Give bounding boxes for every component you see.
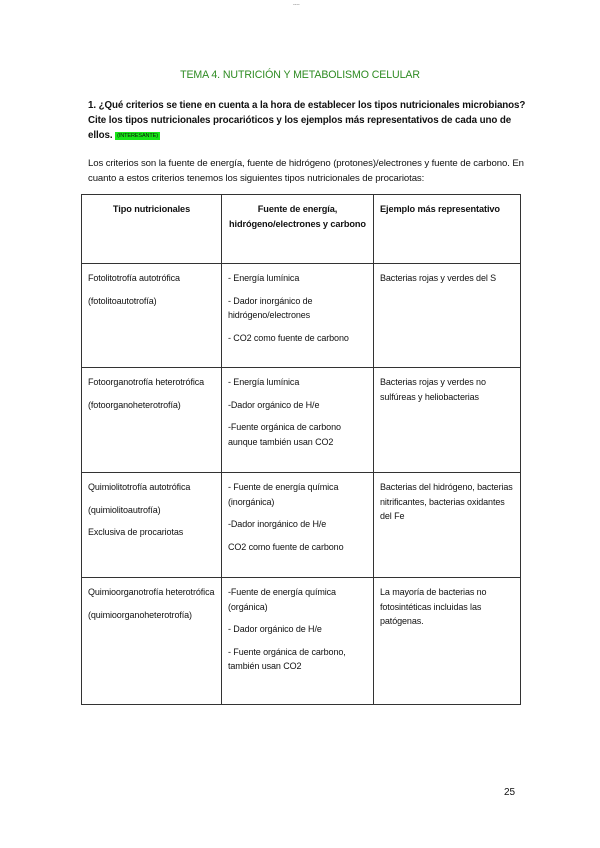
- table-header-row: [82, 195, 521, 264]
- cell-type: [82, 473, 222, 578]
- interesting-badge: (INTERESANTE): [117, 133, 158, 139]
- type-note: Exclusiva de procariotas: [88, 527, 184, 537]
- type-alias: (quimioorganoheterotrofía): [88, 609, 192, 620]
- table-row: [82, 264, 521, 368]
- source-item: CO2 como fuente de carbono: [228, 541, 344, 552]
- source-item: - Energía lumínica: [228, 377, 300, 387]
- type-name: Quimioorganotrofía heterotrófica: [88, 587, 215, 597]
- page-number: 25: [504, 787, 516, 798]
- type-name: Fotolitotrofía autotrófica: [88, 273, 180, 283]
- source-item: - Dador orgánico de H/e: [228, 624, 322, 634]
- source-item: - Energía lumínica: [228, 273, 300, 283]
- type-alias: (fotolitoautotrofía): [88, 295, 157, 306]
- cell-sources: [222, 473, 374, 578]
- source-item: -Fuente de energía química (orgánica): [228, 587, 336, 612]
- cell-sources: [222, 368, 374, 473]
- source-item: -Dador inorgánico de H/e: [228, 519, 327, 529]
- cell-type: [82, 368, 222, 473]
- table-row: [82, 368, 521, 473]
- source-item: - CO2 como fuente de carbono: [228, 332, 349, 343]
- header-type: Tipo nutricionales: [82, 195, 222, 264]
- cell-example: Bacterias rojas y verdes del S: [374, 264, 521, 368]
- header-sources: Fuente de energía, hidrógeno/electrones y carbono: [222, 195, 374, 264]
- cell-example: La mayoría de bacterias no fotosintéticas incluidas las patógenas.: [374, 578, 521, 705]
- type-name: Fotoorganotrofía heterotrófica: [88, 377, 205, 387]
- cell-type: [82, 578, 222, 705]
- source-item: - Fuente orgánica de carbono, también usan CO2: [228, 646, 346, 671]
- source-item: - Dador inorgánico de hidrógeno/electrones: [228, 295, 313, 320]
- source-item: - Fuente de energía química (inorgánica): [228, 482, 339, 507]
- type-alias: (quimiolitoautrofía): [88, 504, 161, 515]
- cell-example: Bacterias rojas y verdes no sulfúreas y heliobacterias: [374, 368, 521, 473]
- table-row: [82, 473, 521, 578]
- table-row: [82, 578, 521, 705]
- page-title: TEMA 4. NUTRICIÓN Y METABOLISMO CELULAR: [180, 69, 420, 81]
- cell-sources: [222, 264, 374, 368]
- header-mark: ----: [293, 2, 300, 8]
- cell-example: Bacterias del hidrógeno, bacterias nitrificantes, bacterias oxidantes del Fe: [374, 473, 521, 578]
- intro-paragraph: Los criterios son la fuente de energía, fuente de hidrógeno (protones)/electrones y fuente de carbono. En cuanto a estos criterios tenemos los siguientes tipos nutricionales de procariotas:: [88, 158, 524, 184]
- cell-sources: [222, 578, 374, 705]
- question-block: [88, 98, 528, 144]
- source-item: -Dador orgánico de H/e: [228, 399, 320, 410]
- type-alias: (fotoorganoheterotrofía): [88, 399, 181, 410]
- source-item: -Fuente orgánica de carbono aunque también usan CO2: [228, 422, 341, 447]
- type-name: Quimiolitotrofía autotrófica: [88, 482, 191, 492]
- cell-type: [82, 264, 222, 368]
- nutrition-types-table: [81, 194, 521, 705]
- header-example: Ejemplo más representativo: [374, 195, 521, 264]
- question-text: 1. ¿Qué criterios se tiene en cuenta a la hora de establecer los tipos nutricionales microbianos? Cite los tipos nutricionales procarióticos y los ejemplos más representativos de cada uno de ellos.: [88, 100, 526, 141]
